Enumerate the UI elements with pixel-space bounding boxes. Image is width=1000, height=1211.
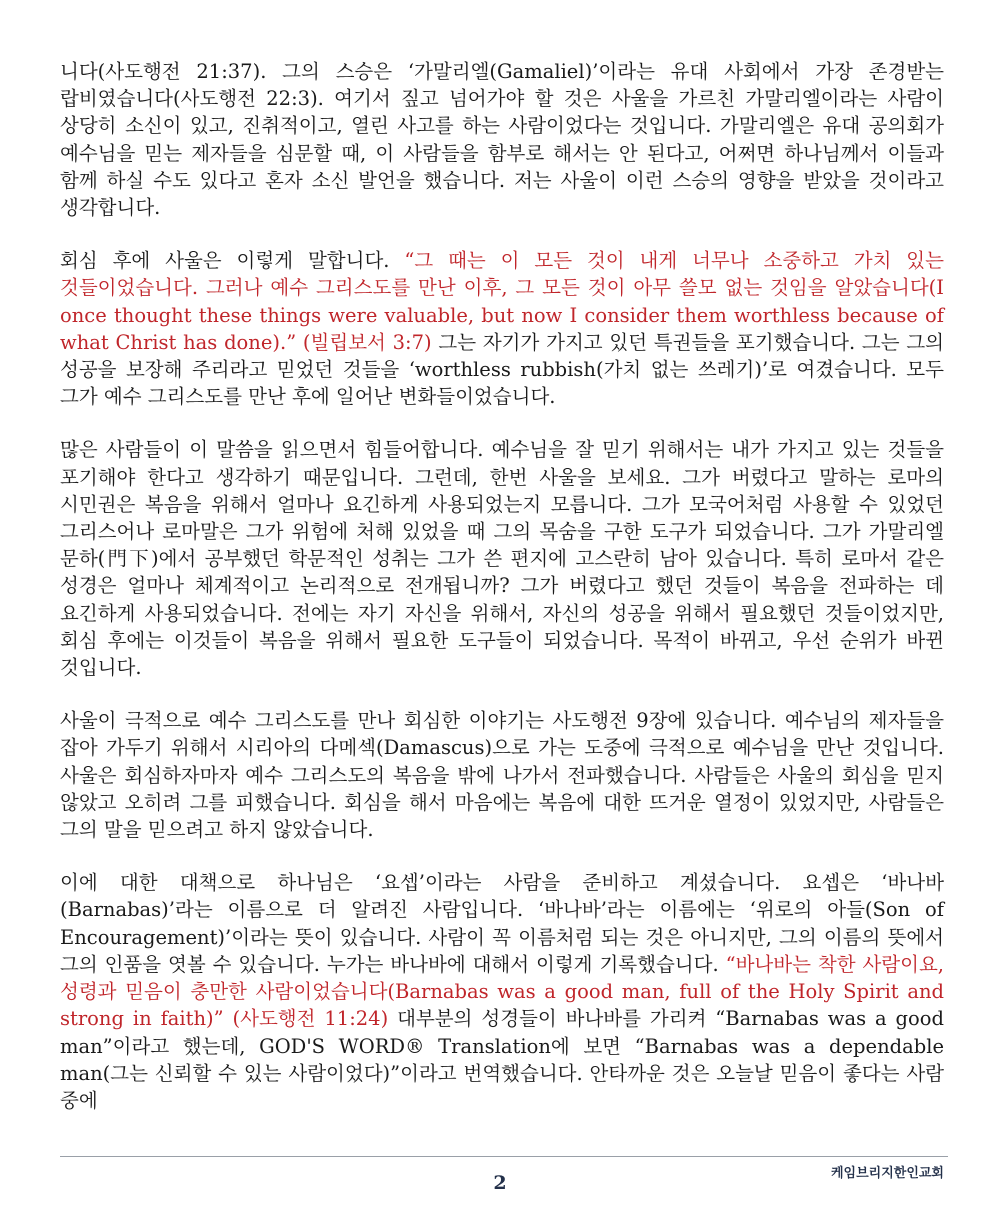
paragraph-text: 그는 자기가 가지고 있던 특권들을 포기했습니다. 그는 그의 성공을 보장해 주리라고 믿었던 것들을 ‘worthless rubbish(가치 없는 쓰레기)’로 여겼습니다. 모두 그가 예수 그리스도를 만난 후에 일어난 변화들이었습니다.	[60, 330, 945, 409]
paragraph	[60, 247, 944, 410]
quotation-text: “바나바는 착한 사람이요, 성령과 믿음이 충만한 사람이었습니다(Barnabas was a good man, full of the Holy Spirit and strong in faith)” (사도행전 11:24)	[60, 952, 944, 1031]
paragraph-text: 많은 사람들이 이 말씀을 읽으면서 힘들어합니다. 예수님을 잘 믿기 위해서는 내가 가지고 있는 것들을 포기해야 한다고 생각하기 때문입니다. 그런데, 한번 사울을 보세요. 그가 버렸다고 말하는 로마의 시민권은 복음을 위해서 얼마나 요긴하게 사용되었는지 모릅니다. 그가 모국어처럼 사용할 수 있었던 그리스어나 로마말은 그가 위험에 처해 있었을 때 그의 목숨을 구한 도구가 되었습니다. 그가 가말리엘 문하(門下)에서 공부했던 학문적인 성취는 그가 쓴 편지에 고스란히 남아 있습니다. 특히 로마서 같은 성경은 얼마나 체계적이고 논리적으로 전개됩니까? 그가 버렸다고 했던 것들이 복음을 전파하는 데 요긴하게 사용되었습니다. 전에는 자기 자신을 위해서, 자신의 성공을 위해서 필요했던 것들이었지만, 회심 후에는 이것들이 복음을 위해서 필요한 도구들이 되었습니다. 목적이 바뀌고, 우선 순위가 바뀐 것입니다.	[60, 438, 944, 680]
footer-divider	[60, 1156, 948, 1157]
paragraph	[60, 436, 944, 681]
paragraph	[60, 869, 944, 1114]
paragraph-text: 대부분의 성경들이 바나바를 가리켜 “Barnabas was a good man”이라고 했는데, GOD'S WORD® Translation에 보면 “Barnabas was a dependable man(그는 신뢰할 수 있는 사람이었다)”이라고 번역했습니다. 안타까운 것은 오늘날 믿음이 좋다는 사람 중에	[60, 1007, 944, 1112]
body-text	[60, 58, 944, 1140]
paragraph-text: 니다(사도행전 21:37). 그의 스승은 ‘가말리엘(Gamaliel)’이라는 유대 사회에서 가장 존경받는 랍비였습니다(사도행전 22:3). 여기서 짚고 넘어가야 할 것은 사울을 가르친 가말리엘이라는 사람이 상당히 소신이 있고, 진취적이고, 열린 사고를 하는 사람이었다는 것입니다. 가말리엘은 유대 공의회가 예수님을 믿는 제자들을 심문할 때, 이 사람들을 함부로 해서는 안 된다고, 어쩌면 하나님께서 이들과 함께 하실 수도 있다고 혼자 소신 발언을 했습니다. 저는 사울이 이런 스승의 영향을 받았을 것이라고 생각합니다.	[60, 60, 944, 220]
paragraph-text: 회심 후에 사울은 이렇게 말합니다.	[60, 249, 405, 273]
paragraph	[60, 58, 944, 221]
paragraph	[60, 707, 944, 843]
page-number: 2	[493, 1172, 507, 1194]
paragraph-text: 이에 대한 대책으로 하나님은 ‘요셉’이라는 사람을 준비하고 계셨습니다. 요셉은 ‘바나바(Barnabas)’라는 이름으로 더 알려진 사람입니다. ‘바나바’라는 이름에는 ‘위로의 아들(Son of Encouragement)’이라는 뜻이 있습니다. 사람이 꼭 이름처럼 되는 것은 아니지만, 그의 이름의 뜻에서 그의 인품을 엿볼 수 있습니다. 누가는 바나바에 대해서 이렇게 기록했습니다.	[60, 871, 944, 976]
quotation-text: “그 때는 이 모든 것이 내게 너무나 소중하고 가치 있는 것들이었습니다. 그러나 예수 그리스도를 만난 이후, 그 모든 것이 아무 쓸모 없는 것임을 알았습니다(I once thought these things were valuable, but now I consider them worthless because of what Christ has done).” (빌립보서 3:7)	[60, 249, 944, 354]
paragraph-text: 사울이 극적으로 예수 그리스도를 만나 회심한 이야기는 사도행전 9장에 있습니다. 예수님의 제자들을 잡아 가두기 위해서 시리아의 다메섹(Damascus)으로 가는 도중에 극적으로 예수님을 만난 것입니다. 사울은 회심하자마자 예수 그리스도의 복음을 밖에 나가서 전파했습니다. 사람들은 사울의 회심을 믿지 않았고 오히려 그를 피했습니다. 회심을 해서 마음에는 복음에 대한 뜨거운 열정이 있었지만, 사람들은 그의 말을 믿으려고 하지 않았습니다.	[60, 709, 944, 842]
church-name: 케임브리지한인교회	[830, 1166, 944, 1181]
